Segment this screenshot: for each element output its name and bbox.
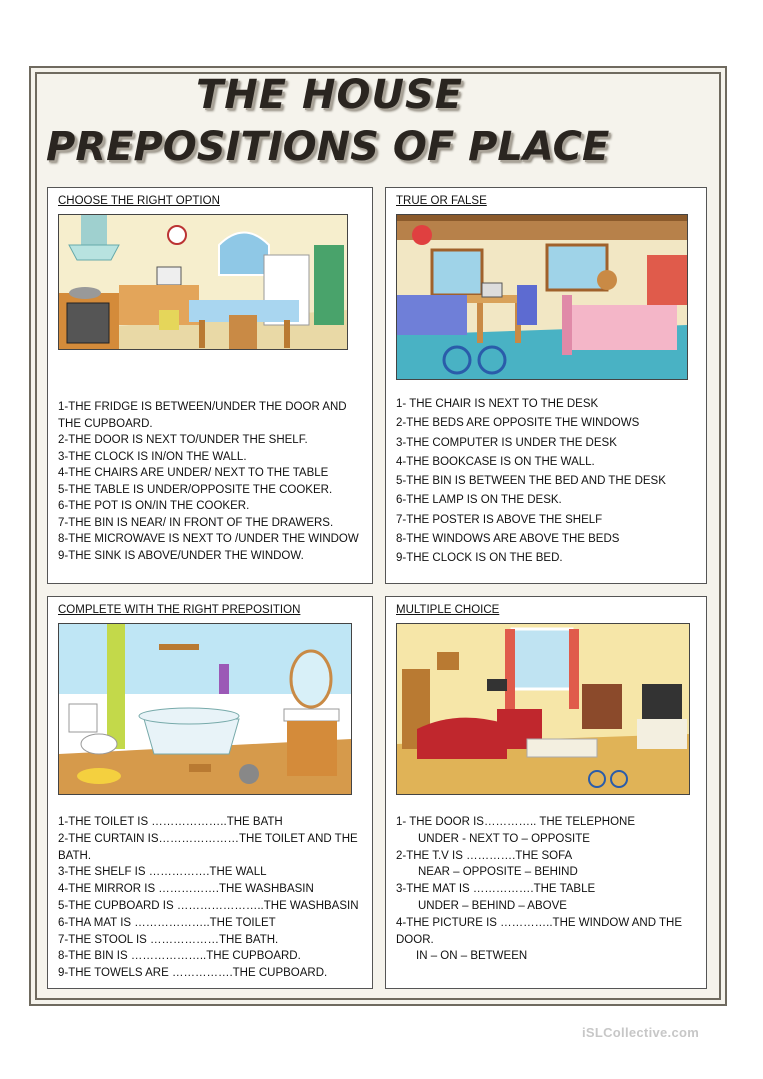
choose-questions-list — [58, 399, 359, 564]
list-item-options: IN – ON – BETWEEN — [416, 950, 528, 963]
site-watermark-logo: iSLCollective.com — [582, 1025, 700, 1040]
list-item: 1- THE CHAIR IS NEXT TO THE DESK — [396, 398, 599, 410]
list-item: 2-THE BEDS ARE OPPOSITE THE WINDOWS — [396, 417, 640, 430]
list-item: THE CUPBOARD. — [58, 417, 153, 430]
list-item: 4-THE PICTURE IS …………..THE WINDOW AND THE — [396, 916, 683, 929]
list-item: 2-THE CURTAIN IS…………………THE TOILET AND THE — [58, 832, 358, 845]
list-item: 1- THE DOOR IS………….. THE TELEPHONE — [396, 816, 635, 828]
panel-multiple-choice — [385, 596, 707, 989]
complete-questions-list — [58, 814, 359, 982]
list-item: 5-THE CUPBOARD IS …………………..THE WASHBASIN — [58, 899, 359, 912]
list-item: 6-THA MAT IS ………………..THE TOILET — [58, 916, 276, 929]
list-item: 6-THE LAMP IS ON THE DESK. — [396, 494, 562, 507]
worksheet-title: THE HOUSE — [196, 72, 464, 118]
list-item: 6-THE POT IS ON/IN THE COOKER. — [58, 500, 250, 512]
list-item: 4-THE CHAIRS ARE UNDER/ NEXT TO THE TABLE — [58, 467, 329, 479]
kitchen-illustration — [58, 214, 348, 350]
list-item: 9-THE TOWELS ARE …………….THE CUPBOARD. — [58, 967, 328, 980]
multiple-choice-list — [396, 814, 682, 965]
panel-heading: CHOOSE THE RIGHT OPTION — [58, 195, 220, 207]
list-item: 3-THE MAT IS …………….THE TABLE — [396, 883, 596, 896]
living-room-illustration — [396, 623, 690, 795]
list-item: 7-THE STOOL IS ………………THE BATH. — [58, 933, 279, 946]
list-item: 4-THE BOOKCASE IS ON THE WALL. — [396, 455, 595, 468]
truefalse-questions-list — [396, 395, 666, 569]
list-item: 2-THE T.V IS ………….THE SOFA — [396, 849, 573, 862]
list-item-options: NEAR – OPPOSITE – BEHIND — [418, 866, 578, 879]
list-item: 3-THE CLOCK IS IN/ON THE WALL. — [58, 450, 247, 463]
bathroom-illustration — [58, 623, 352, 795]
panel-heading: TRUE OR FALSE — [396, 195, 487, 207]
list-item-options: UNDER – BEHIND – ABOVE — [418, 899, 567, 912]
list-item: 9-THE CLOCK IS ON THE BED. — [396, 552, 563, 565]
panel-complete-preposition — [47, 596, 373, 989]
list-item: 1-THE FRIDGE IS BETWEEN/UNDER THE DOOR AND — [58, 401, 347, 413]
list-item: 5-THE TABLE IS UNDER/OPPOSITE THE COOKER. — [58, 483, 333, 496]
list-item: 8-THE MICROWAVE IS NEXT TO /UNDER THE WINDOW — [58, 533, 359, 545]
list-item: 8-THE WINDOWS ARE ABOVE THE BEDS — [396, 533, 620, 546]
list-item: 3-THE COMPUTER IS UNDER THE DESK — [396, 436, 617, 449]
bedroom-illustration — [396, 214, 688, 380]
list-item-options: UNDER - NEXT TO – OPPOSITE — [418, 832, 590, 845]
list-item: 7-THE POSTER IS ABOVE THE SHELF — [396, 513, 603, 526]
panel-heading: MULTIPLE CHOICE — [396, 604, 500, 616]
list-item: 9-THE SINK IS ABOVE/UNDER THE WINDOW. — [58, 549, 304, 562]
list-item: 4-THE MIRROR IS …………….THE WASHBASIN — [58, 883, 314, 896]
list-item: 3-THE SHELF IS …………….THE WALL — [58, 866, 267, 879]
list-item: BATH. — [58, 849, 92, 862]
list-item: 1-THE TOILET IS ………………..THE BATH — [58, 816, 283, 828]
list-item: 5-THE BIN IS BETWEEN THE BED AND THE DESK — [396, 475, 666, 488]
worksheet-subtitle: PREPOSITIONS OF PLACE — [46, 124, 610, 170]
list-item: 8-THE BIN IS ………………..THE CUPBOARD. — [58, 950, 301, 963]
panel-choose-right-option — [47, 187, 373, 584]
list-item: DOOR. — [396, 933, 434, 946]
list-item: 2-THE DOOR IS NEXT TO/UNDER THE SHELF. — [58, 434, 308, 446]
panel-true-or-false — [385, 187, 707, 584]
panel-heading: COMPLETE WITH THE RIGHT PREPOSITION — [58, 604, 301, 616]
list-item: 7-THE BIN IS NEAR/ IN FRONT OF THE DRAWERS. — [58, 516, 334, 529]
